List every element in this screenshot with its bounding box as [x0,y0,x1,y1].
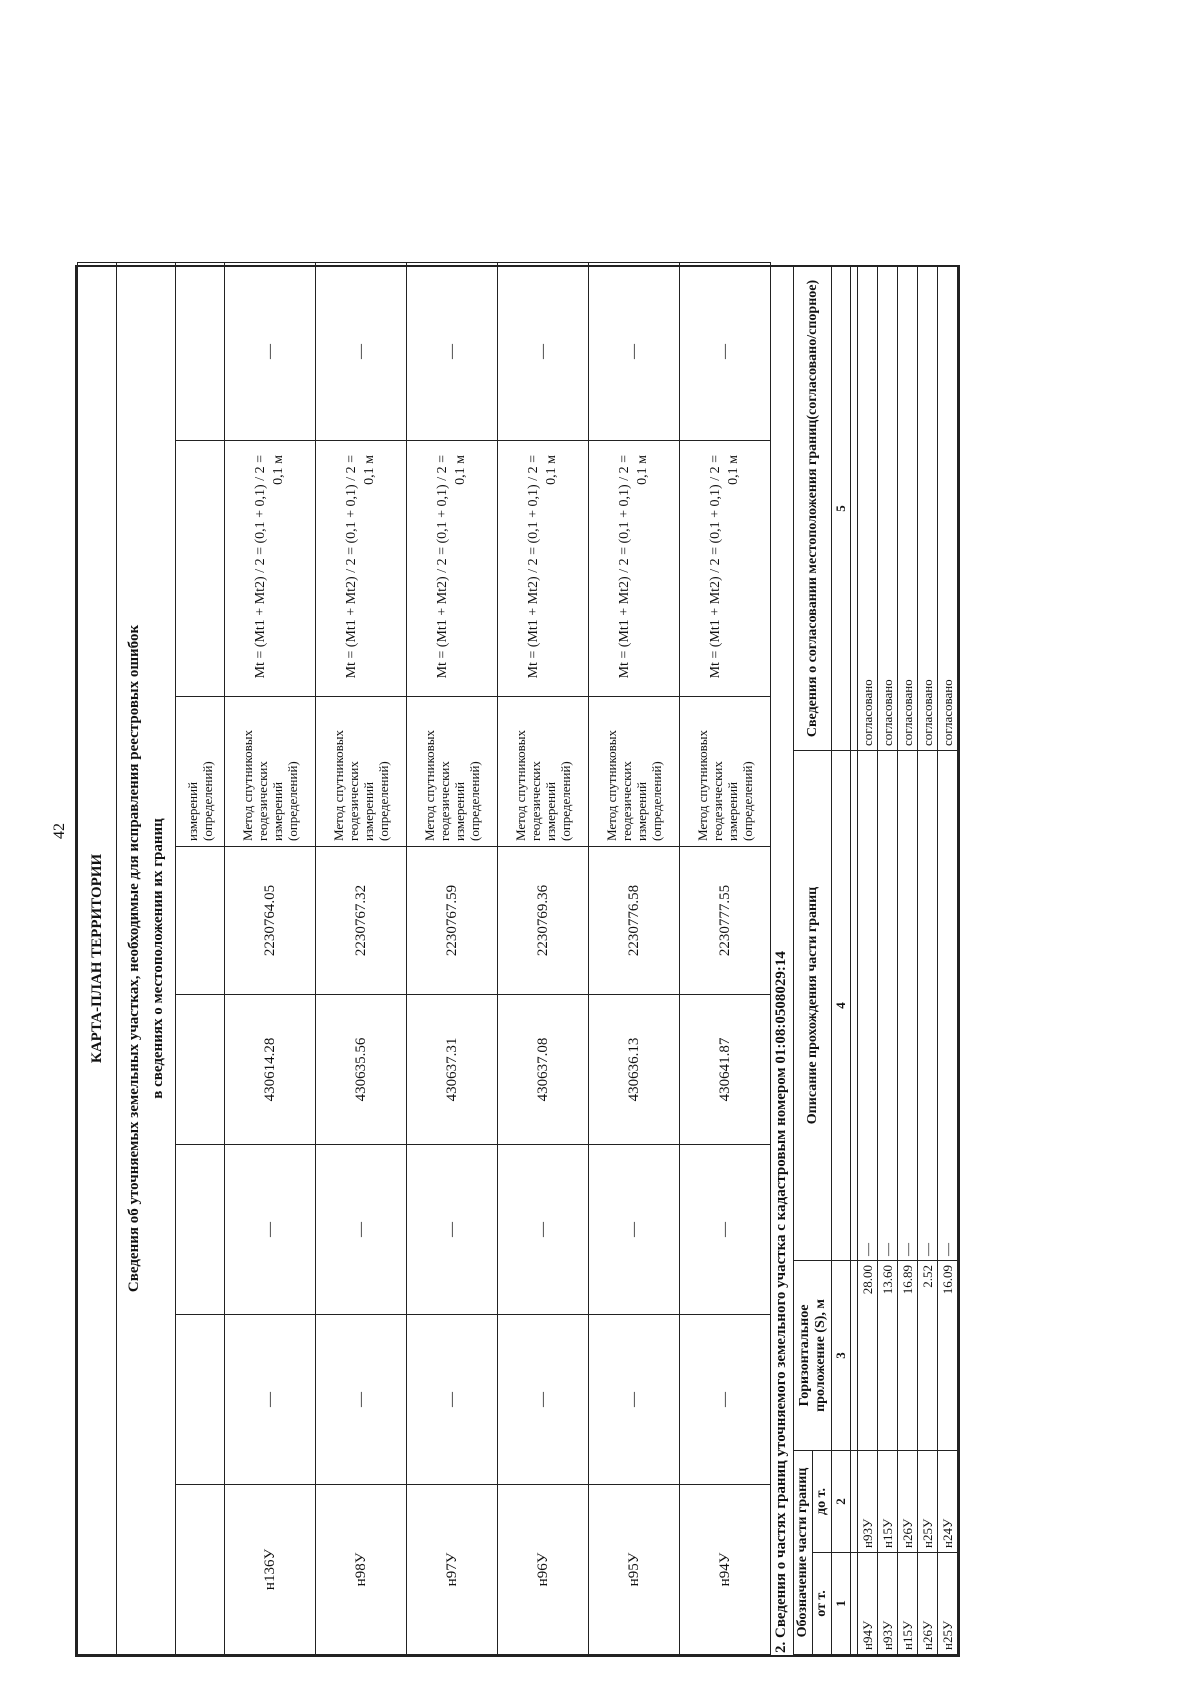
cell-description: — [898,750,918,1260]
section1-heading [117,262,176,1654]
cell-description: — [407,262,498,440]
cell-from-point: н26У [918,1553,938,1655]
header-description: Описание прохождения части границ [794,750,832,1260]
page-number: 42 [51,823,68,839]
table-row [316,262,407,1654]
cell-empty [176,847,225,995]
cell-length: 2.52 [918,1260,938,1450]
section2-heading: 2. Сведения о частях границ уточняемого земельного участка с кадастровым номером 01:08:0508029:14 [773,951,789,1653]
cell-to-point: н15У [878,1450,898,1552]
points-table-frame [75,265,960,1657]
header-from-point: от т. [813,1553,832,1655]
table-row [918,266,938,1654]
cell-description: — [680,262,771,440]
cell-old-x: — [498,1315,589,1485]
cell-empty [176,1315,225,1485]
cell-agreement: согласовано [898,266,918,750]
column-number: 4 [832,750,851,1260]
table-row [938,266,958,1654]
cell-description: — [938,750,958,1260]
cell-new-x: 430637.08 [498,995,589,1145]
cell-new-x: 430614.28 [225,995,316,1145]
cell-accuracy-formula: Mt = (Mt1 + Mt2) / 2 = (0,1 + 0,1) / 2 = 0,1 м [680,441,771,697]
table-row [878,266,898,1654]
cell-agreement: согласовано [878,266,898,750]
points-table [77,262,771,1655]
cell-to-point: н93У [858,1450,878,1552]
table-row [898,266,918,1654]
column-number: 1 [832,1553,851,1655]
cell-old-y: — [589,1145,680,1315]
cell-empty [176,995,225,1145]
section1-heading-line2: в сведениях о местоположении их границ [150,818,166,1099]
table-row [498,262,589,1654]
separator-row [851,266,858,1654]
cell-new-x: 430641.87 [680,995,771,1145]
cell-point-name: н94У [680,1485,771,1655]
cell-from-point: н94У [858,1553,878,1655]
cell-description: — [498,262,589,440]
cell-point-name: н97У [407,1485,498,1655]
cell-old-x: — [680,1315,771,1485]
cell-method: измерений (определений) [176,697,225,847]
cell-new-x: 430635.56 [316,995,407,1145]
cell-point-name: н136У [225,1485,316,1655]
cell-to-point: н24У [938,1450,958,1552]
cell-new-x: 430636.13 [589,995,680,1145]
table-row [858,266,878,1654]
cell-accuracy-formula: Mt = (Mt1 + Mt2) / 2 = (0,1 + 0,1) / 2 = 0,1 м [589,441,680,697]
header-horizontal-length: Горизонтальное проложение (S), м [794,1260,832,1450]
cell-new-y: 2230777.55 [680,847,771,995]
cell-new-y: 2230769.36 [498,847,589,995]
header-designation: Обозначение части границ [794,1450,813,1654]
cell-method: Метод спутниковых геодезических измерений (определений) [316,697,407,847]
cell-length: 16.09 [938,1260,958,1450]
cell-accuracy-formula: Mt = (Mt1 + Mt2) / 2 = (0,1 + 0,1) / 2 = 0,1 м [316,441,407,697]
cell-from-point: н15У [898,1553,918,1655]
cell-agreement: согласовано [918,266,938,750]
cell-method: Метод спутниковых геодезических измерений (определений) [225,697,316,847]
cell-new-y: 2230767.32 [316,847,407,995]
column-number-row [832,266,851,1654]
cell-from-point: н25У [938,1553,958,1655]
cell-old-x: — [407,1315,498,1485]
cell-point-name: н95У [589,1485,680,1655]
cell-description: — [589,262,680,440]
column-number: 5 [832,266,851,750]
map-plan-sheet [75,265,987,1657]
cell-empty [176,1145,225,1315]
cell-old-x: — [589,1315,680,1485]
header-to-point: до т. [813,1450,832,1552]
table-row [225,262,316,1654]
cell-agreement: согласовано [858,266,878,750]
cell-accuracy-formula: Mt = (Mt1 + Mt2) / 2 = (0,1 + 0,1) / 2 = 0,1 м [498,441,589,697]
cell-empty [176,262,225,440]
cell-old-x: — [225,1315,316,1485]
cell-method: Метод спутниковых геодезических измерений (определений) [498,697,589,847]
cell-old-y: — [498,1145,589,1315]
boundary-parts-table [793,266,958,1655]
cell-length: 28.00 [858,1260,878,1450]
cell-new-x: 430637.31 [407,995,498,1145]
cell-from-point: н93У [878,1553,898,1655]
cell-new-y: 2230764.05 [225,847,316,995]
column-number: 3 [832,1260,851,1450]
cell-old-y: — [225,1145,316,1315]
cell-length: 13.60 [878,1260,898,1450]
cell-description: — [858,750,878,1260]
cell-description: — [225,262,316,440]
section1-heading-line1: Сведения об уточняемых земельных участках, необходимые для исправления реестровых ошибок [126,624,142,1293]
cell-old-y: — [316,1145,407,1315]
cell-old-y: — [680,1145,771,1315]
cell-to-point: н25У [918,1450,938,1552]
cell-accuracy-formula: Mt = (Mt1 + Mt2) / 2 = (0,1 + 0,1) / 2 = 0,1 м [407,441,498,697]
table-row [680,262,771,1654]
cell-method: Метод спутниковых геодезических измерений (определений) [680,697,771,847]
cell-description: — [918,750,938,1260]
cell-empty [176,1485,225,1655]
cell-new-y: 2230776.58 [589,847,680,995]
document-title: КАРТА-ПЛАН ТЕРРИТОРИИ [78,262,117,1654]
header-agreement: Сведения о согласовании местоположения границ(согласовано/спорное) [794,266,832,750]
cell-empty [176,441,225,697]
cell-method: Метод спутниковых геодезических измерений (определений) [407,697,498,847]
cell-method: Метод спутниковых геодезических измерений (определений) [589,697,680,847]
cell-new-y: 2230767.59 [407,847,498,995]
cell-point-name: н98У [316,1485,407,1655]
cell-agreement: согласовано [938,266,958,750]
table-row [589,262,680,1654]
cell-description: — [316,262,407,440]
cell-point-name: н96У [498,1485,589,1655]
cell-description: — [878,750,898,1260]
cell-length: 16.89 [898,1260,918,1450]
cell-accuracy-formula: Mt = (Mt1 + Mt2) / 2 = (0,1 + 0,1) / 2 = 0,1 м [225,441,316,697]
table-row [407,262,498,1654]
column-number: 2 [832,1450,851,1552]
cell-old-x: — [316,1315,407,1485]
cell-old-y: — [407,1145,498,1315]
table-row-continuation [176,262,225,1654]
cell-to-point: н26У [898,1450,918,1552]
